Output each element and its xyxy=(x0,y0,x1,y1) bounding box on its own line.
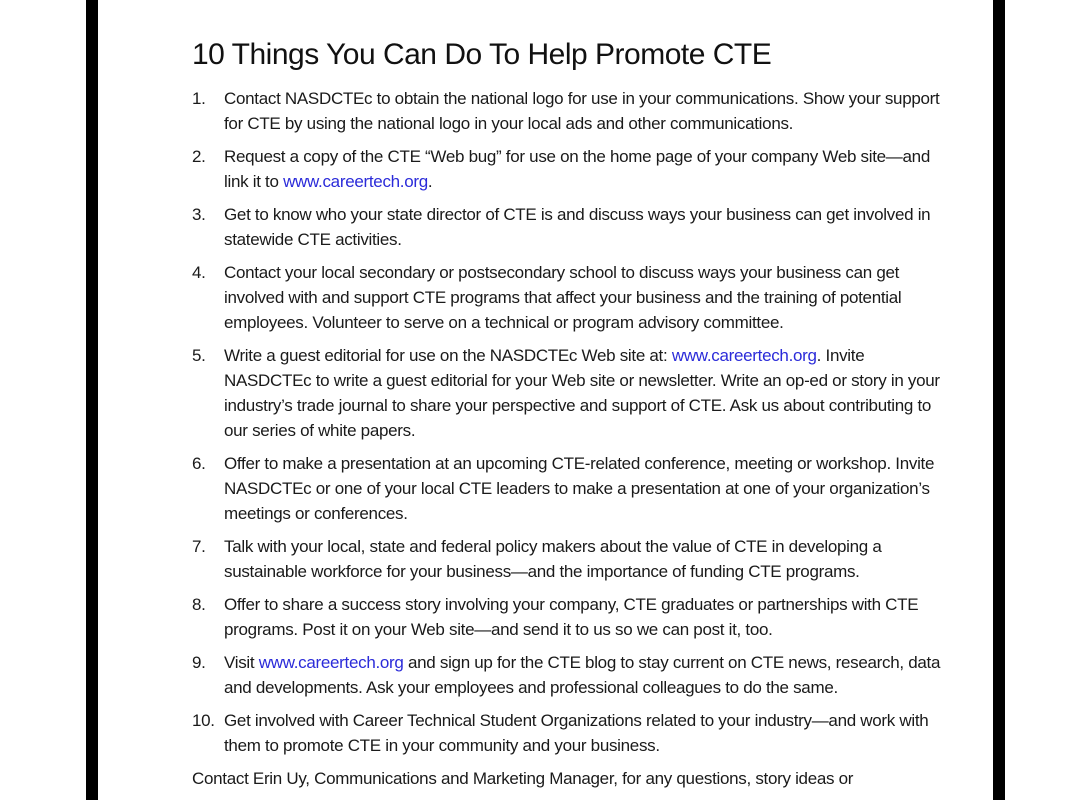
list-item-number: 1. xyxy=(192,89,206,108)
careertech-link[interactable]: www.careertech.org xyxy=(283,172,428,191)
text-run: . xyxy=(427,172,433,191)
text-run: . Invite NASDCTEc to write a guest editorial for your Web site or newsletter. Write an op-ed or story in your industry’s trade journal to share your perspective and support of CTE. Ask us about contributing to our series of white papers. xyxy=(224,346,940,440)
list-item xyxy=(192,708,952,758)
text-run: Write a guest editorial for use on the NASDCTEc Web site at: xyxy=(224,346,672,365)
list-item-text xyxy=(224,89,939,133)
page-content xyxy=(192,36,952,791)
list-item-text xyxy=(224,711,928,755)
promote-cte-list xyxy=(192,86,952,758)
text-run: Offer to make a presentation at an upcoming CTE-related conference, meeting or workshop. Invite NASDCTEc or one of your local CTE leaders to make a presentation at one of your organization’s meetings or conferences. xyxy=(224,454,935,523)
list-item-number: 5. xyxy=(192,346,206,365)
contact-text: Contact Erin Uy, Communications and Marketing Manager, for any questions, story ideas or xyxy=(192,769,854,788)
careertech-link[interactable]: www.careertech.org xyxy=(258,653,404,672)
list-item-text xyxy=(224,346,940,440)
list-item-number: 7. xyxy=(192,537,206,556)
text-run: Contact NASDCTEc to obtain the national logo for use in your communications. Show your support for CTE by using the national logo in your local ads and other communications. xyxy=(224,89,940,133)
list-item-number: 8. xyxy=(192,595,206,614)
list-item-text xyxy=(224,653,940,697)
list-item-number: 6. xyxy=(192,454,206,473)
document-page xyxy=(98,0,993,800)
list-item-text xyxy=(224,454,934,523)
text-run: Contact your local secondary or postsecondary school to discuss ways your business can get involved with and support CTE programs that affect your business and the training of potential employees. Volunteer to serve on a technical or program advisory committee. xyxy=(224,263,902,332)
list-item-text xyxy=(224,147,930,191)
list-item xyxy=(192,144,952,194)
list-item xyxy=(192,534,952,584)
text-run: Offer to share a success story involving your company, CTE graduates or partnerships with CTE programs. Post it on your Web site—and send it to us so we can post it, too. xyxy=(224,595,919,639)
list-item xyxy=(192,202,952,252)
text-run: Talk with your local, state and federal policy makers about the value of CTE in developing a sustainable workforce for your business—and the importance of funding CTE programs. xyxy=(224,537,882,581)
page-edge-left xyxy=(86,0,98,800)
text-run: Get involved with Career Technical Student Organizations related to your industry—and work with them to promote CTE in your community and your business. xyxy=(224,711,929,755)
list-item xyxy=(192,650,952,700)
page-title: 10 Things You Can Do To Help Promote CTE xyxy=(192,38,772,71)
page-edge-right xyxy=(993,0,1005,800)
list-item xyxy=(192,592,952,642)
list-item-text xyxy=(224,595,918,639)
list-item-number: 9. xyxy=(192,653,206,672)
list-item-number: 2. xyxy=(192,147,206,166)
text-run: Get to know who your state director of CTE is and discuss ways your business can get involved in statewide CTE activities. xyxy=(224,205,931,249)
list-item-number: 10. xyxy=(192,711,215,730)
list-item-text xyxy=(224,537,882,581)
text-run: and sign up for the CTE blog to stay current on CTE news, research, data and developments. Ask your employees and professional colleagues to do the same. xyxy=(224,653,941,697)
careertech-link[interactable]: www.careertech.org xyxy=(671,346,817,365)
list-item-number: 3. xyxy=(192,205,206,224)
list-item xyxy=(192,260,952,335)
list-item-number: 4. xyxy=(192,263,206,282)
list-item-text xyxy=(224,205,930,249)
list-item xyxy=(192,451,952,526)
text-run: Request a copy of the CTE “Web bug” for use on the home page of your company Web site—and link it to xyxy=(224,147,930,191)
list-item-text xyxy=(224,263,901,332)
list-item xyxy=(192,343,952,443)
list-item xyxy=(192,86,952,136)
text-run: Visit xyxy=(224,653,259,672)
